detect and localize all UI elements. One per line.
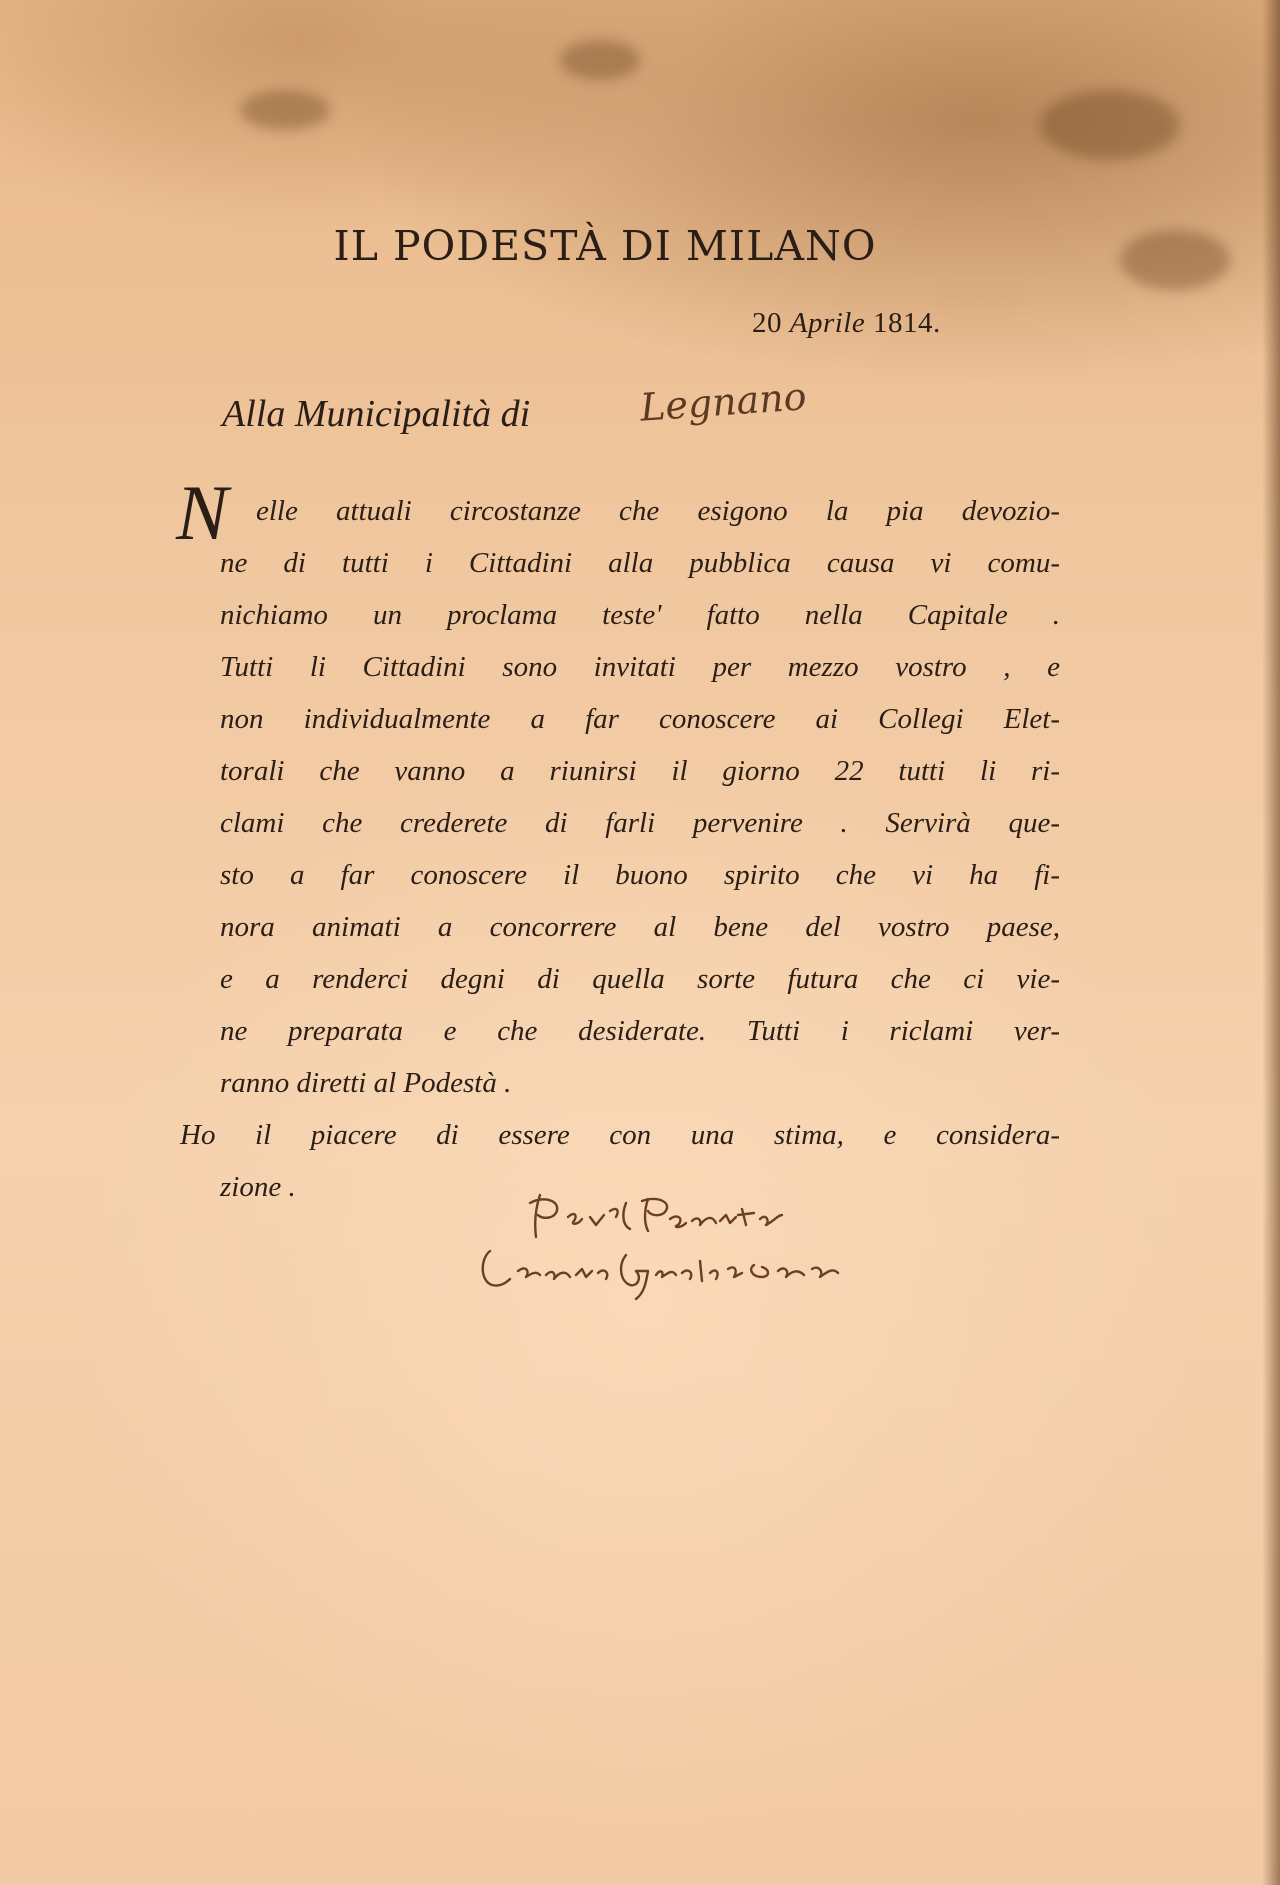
stain-mark [560,40,640,80]
date-day: 20 [752,307,782,339]
closing-line: zione . [220,1171,296,1203]
body-line: clami che crederete di farli pervenire . Servirà que- [220,807,1060,839]
document-body [180,485,1060,1213]
body-line: ne di tutti i Cittadini alla pubblica causa vi comu- [220,547,1060,579]
page-edge-shadow [1262,0,1280,1885]
handwritten-signature [470,1185,890,1305]
body-line: nora animati a concorrere al bene del vostro paese, [220,911,1060,943]
document-date [752,307,941,340]
body-line: Tutti li Cittadini sono invitati per mezzo vostro , e [220,651,1060,683]
stain-mark [240,90,330,130]
body-line: sto a far conoscere il buono spirito che vi ha fi- [220,859,1060,891]
body-line: ne preparata e che desiderate. Tutti i riclami ver- [220,1015,1060,1047]
body-line: ranno diretti al Podestà . [220,1067,512,1099]
body-line: torali che vanno a riunirsi il giorno 22 tutti li ri- [220,755,1060,787]
drop-cap: N [176,469,229,556]
body-line: e a renderci degni di quella sorte futura che ci vie- [220,963,1060,995]
date-year: 1814. [873,307,941,339]
handwritten-municipality: Legnano [638,374,808,430]
body-line: nichiamo un proclama teste' fatto nella Capitale . [220,599,1060,631]
body-line: elle attuali circostanze che esigono la pia devozio- [256,495,1060,527]
body-line: non individualmente a far conoscere ai Collegi Elet- [220,703,1060,735]
document-heading: IL PODESTÀ DI MILANO [333,222,877,270]
closing-line: Ho il piacere di essere con una stima, e considera- [180,1119,1060,1151]
address-line: Alla Municipalità di [222,393,531,435]
stain-mark [1040,90,1180,160]
date-month: Aprile [789,307,866,339]
